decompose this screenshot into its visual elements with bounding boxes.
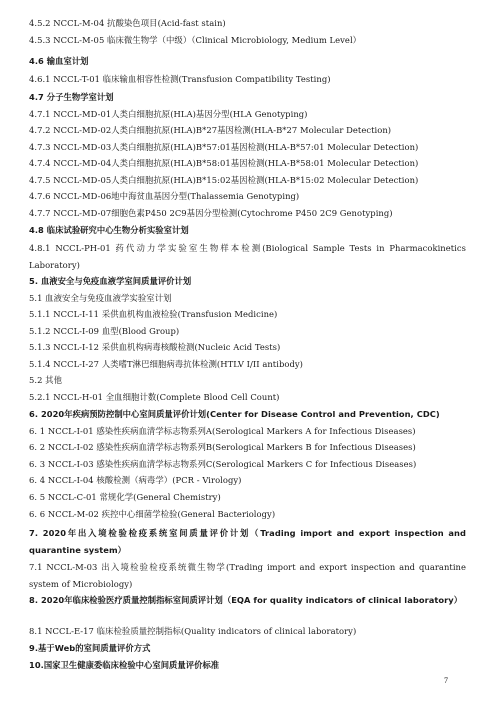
- text-line: 4.7.2 NCCL-MD-02人类白细胞抗原(HLA)B*27基因检测(HLA-B*27 Molecular Detection): [29, 125, 392, 135]
- text-line: 4.7.4 NCCL-MD-04人类白细胞抗原(HLA)B*58:01基因检测(HLA-B*58:01 Molecular Detection): [29, 158, 419, 168]
- text-line: 6. 4 NCCL-I-04 核酸检测（病毒学）(PCR - Virology): [29, 475, 242, 485]
- text-line: 4.7.6 NCCL-MD-06地中海贫血基因分型(Thalassemia Genotyping): [29, 191, 300, 201]
- section-heading: 9.基于Web的室间质量评价方式: [29, 643, 151, 653]
- section-heading: 4.6 输血室计划: [29, 56, 89, 66]
- text-line: 4.5.3 NCCL-M-05 临床微生物学（中级）（Clinical Microbiology, Medium Level）: [29, 35, 362, 45]
- section-heading: 4.8 临床试验研究中心生物分析实验室计划: [29, 225, 189, 235]
- section-heading: 7. 2020年出入境检验检疫系统室间质量评价计划（Trading import and export inspection and quarantine system）: [29, 528, 466, 555]
- text-line: 5.1.3 NCCL-I-12 采供血机构病毒核酸检测(Nucleic Acid Tests): [29, 342, 281, 352]
- text-line: 4.7.7 NCCL-MD-07细胞色素P450 2C9基因分型检测(Cytochrome P450 2C9 Genotyping): [29, 208, 393, 218]
- section-heading: 5. 血液安全与免疫血液学室间质量评价计划: [29, 276, 192, 286]
- text-line: 6. 3 NCCL-I-03 感染性疾病血清学标志物系列C(Serological Markers C for Infectious Diseases): [29, 459, 417, 469]
- text-line: 6. 2 NCCL-I-02 感染性疾病血清学标志物系列B(Serological Markers B for Infectious Diseases): [29, 442, 416, 452]
- text-line: 8.1 NCCL-E-17 临床检验质量控制指标(Quality indicators of clinical laboratory): [29, 626, 357, 636]
- text-line: 4.5.2 NCCL-M-04 抗酸染色项目(Acid-fast stain): [29, 18, 226, 28]
- text-line: 6. 6 NCCL-M-02 疾控中心细菌学检验(General Bacteriology): [29, 509, 276, 519]
- text-line: 5.1.2 NCCL-I-09 血型(Blood Group): [29, 326, 180, 336]
- text-line: 4.6.1 NCCL-T-01 临床输血相容性检测(Transfusion Compatibility Testing): [29, 74, 331, 84]
- text-line: 5.2 其他: [29, 375, 63, 385]
- text-line: 5.1 血液安全与免疫血液学实验室计划: [29, 293, 172, 303]
- text-line: 6. 1 NCCL-I-01 感染性疾病血清学标志物系列A(Serological Markers A for Infectious Diseases): [29, 426, 416, 436]
- text-line: 5.1.1 NCCL-I-11 采供血机构血液检验(Transfusion Medicine): [29, 309, 278, 319]
- text-line: 4.8.1 NCCL-PH-01 药代动力学实验室生物样本检测(Biological Sample Tests in Pharmacokinetics Laboratory): [29, 243, 466, 270]
- section-heading: 4.7 分子生物学室计划: [29, 92, 114, 102]
- text-line: 6. 5 NCCL-C-01 常规化学(General Chemistry): [29, 492, 221, 502]
- section-heading: 10.国家卫生健康委临床检验中心室间质量评价标准: [29, 660, 220, 670]
- text-line: 5.2.1 NCCL-H-01 全血细胞计数(Complete Blood Cell Count): [29, 392, 280, 402]
- text-line: 4.7.5 NCCL-MD-05人类白细胞抗原(HLA)B*15:02基因检测(HLA-B*15:02 Molecular Detection): [29, 175, 419, 185]
- page-number: 7: [444, 676, 448, 685]
- section-heading: 6. 2020年疾病预防控制中心室间质量评价计划(Center for Disease Control and Prevention, CDC): [29, 409, 440, 419]
- section-heading: 8. 2020年临床检验医疗质量控制指标室间质评计划（EQA for quality indicators of clinical laboratory）: [29, 595, 463, 605]
- text-line: 4.7.1 NCCL-MD-01人类白细胞抗原(HLA)基因分型(HLA Genotyping): [29, 109, 308, 119]
- text-line: 7.1 NCCL-M-03 出入境检验检疫系统微生物学(Trading import and export inspection and quarantine system of Microbiology): [29, 562, 466, 589]
- text-line: 5.1.4 NCCL-I-27 人类嗜T淋巴细胞病毒抗体检测(HTLV I/II antibody): [29, 359, 303, 369]
- text-line: 4.7.3 NCCL-MD-03人类白细胞抗原(HLA)B*57:01基因检测(HLA-B*57:01 Molecular Detection): [29, 142, 419, 152]
